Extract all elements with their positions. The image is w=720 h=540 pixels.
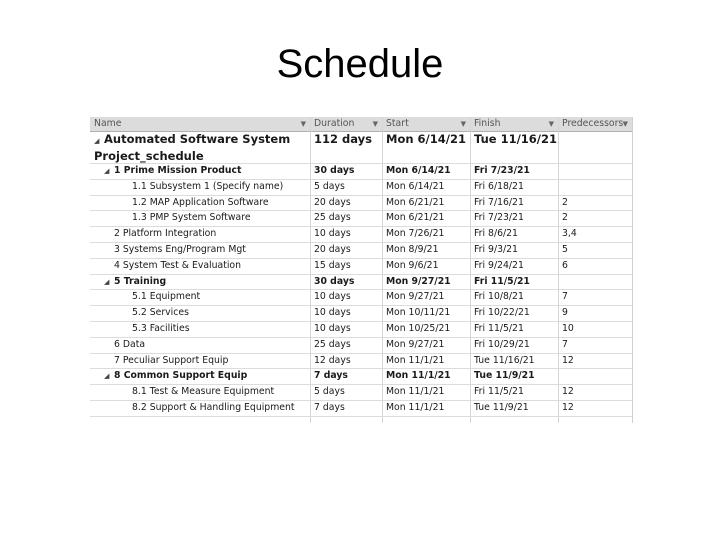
task-name-text: 6 Data [114, 338, 146, 350]
task-duration: 5 days [314, 386, 345, 398]
task-finish: Fri 11/5/21 [474, 323, 524, 334]
table-row[interactable] [90, 337, 632, 354]
task-name-text: 8.2 Support & Handling Equipment [132, 402, 295, 413]
task-predecessors: 2 [562, 196, 568, 208]
table-row[interactable] [90, 368, 632, 385]
task-duration: 10 days [314, 228, 351, 240]
task-name-text: 4 System Test & Evaluation [114, 259, 242, 271]
task-predecessors [558, 163, 632, 179]
header-label: Start [386, 118, 409, 129]
header-label: Predecessors [562, 118, 624, 129]
task-predecessors [558, 368, 632, 384]
dropdown-arrow-icon[interactable]: ▼ [460, 120, 466, 128]
task-start: Mon 6/14/21 [386, 165, 451, 176]
header-name[interactable] [90, 117, 310, 131]
task-duration: 12 days [314, 354, 351, 366]
table-row[interactable] [90, 163, 632, 180]
task-name-text: 7 Peculiar Support Equip [114, 354, 229, 366]
table-row[interactable] [90, 274, 632, 291]
task-start: Mon 10/25/21 [386, 323, 451, 334]
task-predecessors: 5 [562, 244, 568, 255]
task-name-text: 1.3 PMP System Software [132, 212, 251, 224]
dropdown-arrow-icon[interactable]: ▼ [372, 120, 378, 128]
task-finish: Fri 8/6/21 [474, 228, 518, 240]
task-start: Mon 7/26/21 [386, 228, 445, 240]
task-finish: Tue 11/16/21 [474, 354, 535, 366]
task-predecessors: 12 [562, 354, 574, 366]
dropdown-arrow-icon[interactable]: ▼ [548, 120, 554, 128]
task-name [90, 384, 310, 400]
table-row[interactable] [90, 132, 632, 164]
task-finish: Fri 10/22/21 [474, 307, 530, 319]
table-row[interactable] [90, 195, 632, 212]
table-row[interactable] [90, 400, 632, 417]
task-start: Mon 9/27/21 [386, 275, 451, 287]
task-name-text: 1.2 MAP Application Software [132, 196, 269, 208]
task-predecessors [558, 179, 632, 195]
task-start: Mon 11/1/21 [386, 354, 445, 366]
task-duration: 25 days [314, 338, 351, 350]
task-predecessors: 10 [562, 323, 574, 334]
task-start: Mon 11/1/21 [386, 386, 445, 398]
task-name [90, 132, 310, 163]
schedule-table [90, 117, 633, 423]
task-predecessors: 2 [562, 212, 568, 224]
header-predecessors[interactable] [558, 117, 632, 131]
task-predecessors [558, 132, 632, 163]
task-finish: Fri 9/3/21 [474, 244, 518, 255]
task-name [90, 226, 310, 242]
task-name [90, 258, 310, 274]
table-header [90, 117, 632, 132]
task-name [90, 179, 310, 195]
task-finish: Tue 11/9/21 [474, 370, 535, 382]
task-name-text: 5.2 Services [132, 307, 189, 319]
task-name [90, 321, 310, 337]
task-start: Mon 6/14/21 [386, 180, 445, 192]
task-name-text: 8 Common Support Equip [114, 370, 248, 382]
task-predecessors: 12 [562, 386, 574, 398]
task-name [90, 368, 310, 384]
task-start: Mon 6/21/21 [386, 196, 445, 208]
task-name [90, 400, 310, 416]
task-name-text: 1 Prime Mission Product [114, 165, 242, 176]
task-duration: 20 days [314, 244, 351, 255]
task-duration: 20 days [314, 196, 351, 208]
task-duration: 10 days [314, 323, 351, 334]
task-name [90, 289, 310, 305]
header-label: Duration [314, 118, 355, 129]
task-name-text: 1.1 Subsystem 1 (Specify name) [132, 180, 284, 192]
collapse-toggle-icon[interactable]: ◢ [104, 372, 110, 381]
task-name [90, 305, 310, 321]
task-duration: 112 days [314, 132, 372, 146]
task-finish: Tue 11/16/21 [474, 132, 557, 146]
task-start: Mon 8/9/21 [386, 244, 439, 255]
table-row[interactable] [90, 210, 632, 227]
task-name-text: 8.1 Test & Measure Equipment [132, 386, 275, 398]
task-finish: Fri 7/16/21 [474, 196, 524, 208]
table-row[interactable] [90, 289, 632, 306]
task-predecessors [558, 274, 632, 290]
task-name-text: 5.1 Equipment [132, 291, 201, 303]
header-finish[interactable] [470, 117, 558, 131]
task-name-text: 3 Systems Eng/Program Mgt [114, 244, 246, 255]
task-name-text: 5.3 Facilities [132, 323, 190, 334]
task-start: Mon 6/21/21 [386, 212, 445, 224]
table-row[interactable] [90, 179, 632, 196]
task-finish: Fri 11/5/21 [474, 275, 530, 287]
task-finish: Fri 6/18/21 [474, 180, 524, 192]
task-start: Mon 6/14/21 [386, 132, 466, 146]
header-label: Name [94, 118, 122, 129]
task-predecessors: 9 [562, 307, 568, 319]
task-name-text: 5 Training [114, 275, 167, 287]
task-finish: Tue 11/9/21 [474, 402, 529, 413]
task-predecessors: 6 [562, 259, 568, 271]
task-start: Mon 9/27/21 [386, 291, 445, 303]
collapse-toggle-icon[interactable]: ◢ [104, 277, 110, 286]
task-finish: Fri 7/23/21 [474, 165, 530, 176]
task-name-text: Automated Software System Project_schedule [94, 132, 291, 163]
task-name [90, 242, 310, 258]
header-label: Finish [474, 118, 501, 129]
task-name [90, 337, 310, 353]
task-predecessors: 12 [562, 402, 574, 413]
task-name [90, 210, 310, 226]
task-predecessors: 7 [562, 291, 568, 303]
task-start: Mon 10/11/21 [386, 307, 451, 319]
header-start[interactable] [382, 117, 470, 131]
task-duration: 25 days [314, 212, 351, 224]
table-row[interactable] [90, 242, 632, 259]
dropdown-arrow-icon[interactable]: ▼ [300, 120, 306, 128]
task-finish: Fri 10/29/21 [474, 338, 530, 350]
table-row[interactable] [90, 384, 632, 401]
table-row[interactable] [90, 321, 632, 338]
task-duration: 10 days [314, 291, 351, 303]
collapse-toggle-icon[interactable]: ◢ [94, 137, 100, 145]
collapse-toggle-icon[interactable]: ◢ [104, 167, 110, 175]
task-start: Mon 9/27/21 [386, 338, 445, 350]
task-name [90, 274, 310, 290]
task-start: Mon 9/6/21 [386, 259, 439, 271]
table-row[interactable] [90, 305, 632, 322]
table-row[interactable] [90, 226, 632, 243]
task-predecessors: 3,4 [562, 228, 577, 240]
task-duration: 10 days [314, 307, 351, 319]
table-row[interactable] [90, 353, 632, 370]
header-duration[interactable] [310, 117, 382, 131]
dropdown-arrow-icon[interactable]: ▼ [622, 120, 628, 128]
task-finish: Fri 10/8/21 [474, 291, 524, 303]
task-duration: 7 days [314, 370, 348, 382]
task-duration: 30 days [314, 275, 355, 287]
task-finish: Fri 9/24/21 [474, 259, 524, 271]
task-finish: Fri 7/23/21 [474, 212, 524, 224]
task-start: Mon 11/1/21 [386, 402, 445, 413]
task-name [90, 195, 310, 211]
task-name [90, 163, 310, 179]
task-finish: Fri 11/5/21 [474, 386, 524, 398]
task-duration: 30 days [314, 165, 355, 176]
task-name-text: 2 Platform Integration [114, 228, 217, 240]
table-row[interactable] [90, 258, 632, 275]
task-start: Mon 11/1/21 [386, 370, 451, 382]
task-predecessors: 7 [562, 338, 568, 350]
slide-title: Schedule [276, 42, 444, 86]
task-name [90, 353, 310, 369]
task-duration: 7 days [314, 402, 345, 413]
task-duration: 15 days [314, 259, 351, 271]
task-duration: 5 days [314, 180, 345, 192]
